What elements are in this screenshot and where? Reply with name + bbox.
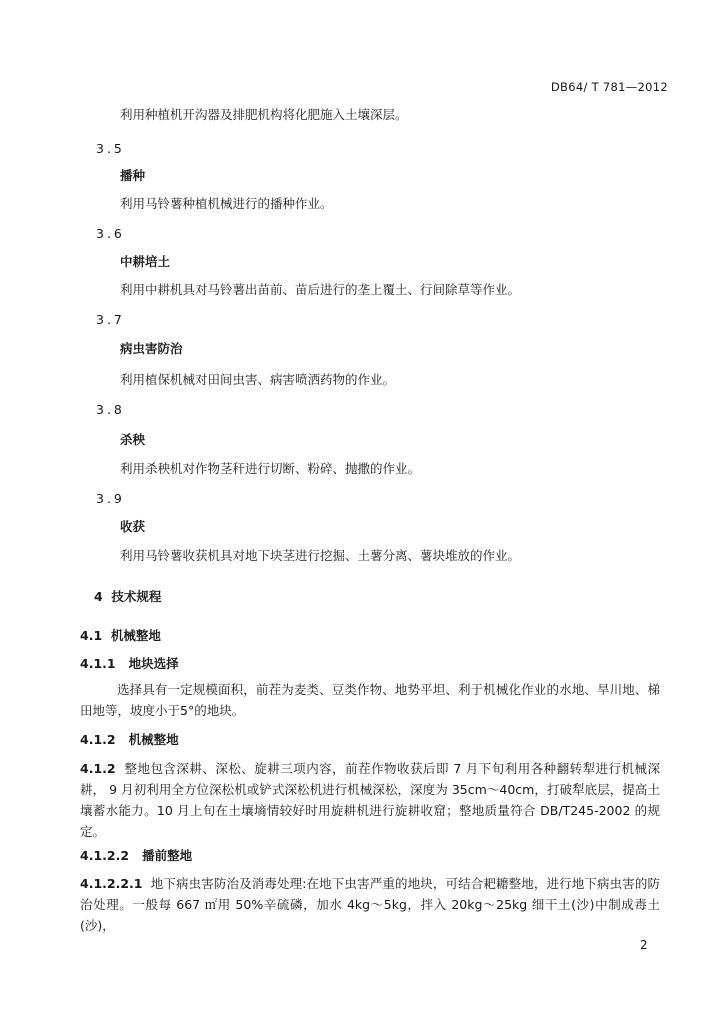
section-3-7-definition: 利用植保机械对田间虫害、病害喷洒药物的作业。 [120, 372, 396, 387]
section-4-1-2-2-1-number: 4.1.2.2.1 [80, 876, 143, 891]
section-4-1-2-number: 4.1.2 [80, 732, 116, 747]
section-3-8-term: 杀秧 [120, 432, 146, 447]
section-4-1-2-body [80, 758, 660, 842]
section-3-6-term: 中耕培土 [120, 254, 171, 269]
section-4-1-1-number: 4.1.1 [80, 656, 116, 671]
section-3-8-definition: 利用杀秧机对作物茎秆进行切断、粉碎、抛撒的作业。 [120, 461, 421, 476]
section-4-title: 技术规程 [111, 589, 162, 604]
section-3-6-definition: 利用中耕机具对马铃薯出苗前、苗后进行的垄上覆土、行间除草等作业。 [120, 282, 521, 297]
section-4-heading [94, 587, 161, 605]
section-4-number: 4 [94, 589, 103, 604]
section-4-1-1-heading [80, 654, 179, 672]
section-4-1-2-inline-number: 4.1.2 [80, 761, 116, 776]
section-4-1-2-title: 机械整地 [128, 732, 179, 747]
standard-code: DB64/ T 781—2012 [550, 80, 668, 94]
section-4-1-1-text: 选择具有一定规模面积，前茬为麦类、豆类作物、地势平坦、利于机械化作业的水地、旱川地、梯田地等，坡度小于5°的地块。 [80, 682, 660, 718]
section-3-5-number: 3.5 [96, 141, 125, 156]
section-3-6-number: 3.6 [96, 226, 125, 241]
section-3-5-term: 播种 [120, 168, 146, 183]
section-3-9-term: 收获 [120, 519, 146, 534]
section-4-1-2-heading [80, 730, 179, 748]
section-4-1-2-2-heading [80, 846, 192, 864]
section-4-1-number: 4.1 [80, 628, 103, 643]
section-4-1-1-title: 地块选择 [128, 656, 179, 671]
section-4-1-heading [80, 626, 161, 644]
section-4-1-2-2-title: 播前整地 [142, 848, 193, 863]
section-3-9-number: 3.9 [96, 491, 125, 506]
section-3-5-definition: 利用马铃薯种植机械进行的播种作业。 [120, 196, 333, 211]
section-3-8-number: 3.8 [96, 402, 125, 417]
section-4-1-2-text: 整地包含深耕、深松、旋耕三项内容，前茬作物收获后即 7 月下旬利用各种翻转犁进行机械深耕， 9 月初利用全方位深松机或铲式深松机进行机械深松，深度为 35cm～40cm，打破犁底层，提高土壤蓄水能力。10 月上旬在土壤墒情较好时用旋耕机进行旋耕收窟；整地质量符合 DB/T245-2002 的规定。 [80, 761, 660, 839]
section-3-9-definition: 利用马铃薯收获机具对地下块茎进行挖掘、土薯分离、薯块堆放的作业。 [120, 548, 521, 563]
section-4-1-2-2-1-body [80, 873, 660, 936]
section-4-1-2-2-number: 4.1.2.2 [80, 848, 130, 863]
section-4-1-2-2-1-text: 地下病虫害防治及消毒处理:在地下虫害严重的地块，可结合耙耱整地，进行地下病虫害的防治处理。一般每 667 ㎡用 50%辛硫磷，加水 4kg～5kg，拌入 20kg～25kg 细干土(沙)中制成毒土(沙)， [80, 876, 660, 933]
intro-line: 利用种植机开沟器及排肥机构将化肥施入土壤深层。 [120, 107, 408, 122]
section-4-1-title: 机械整地 [110, 628, 161, 643]
section-3-7-term: 病虫害防治 [120, 341, 183, 356]
page-number: 2 [640, 938, 648, 952]
section-3-7-number: 3.7 [96, 312, 125, 327]
